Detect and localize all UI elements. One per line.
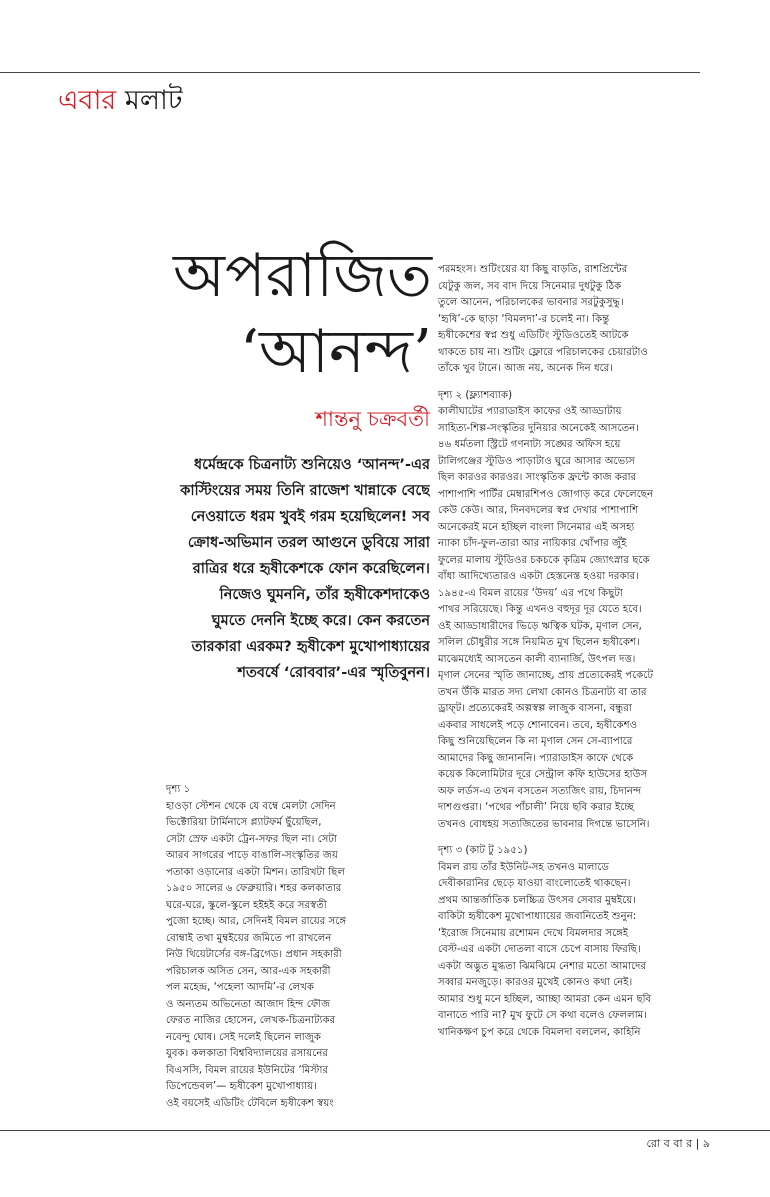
body-line: পাথর সরিয়েছে। কিন্তু এখনও বহুদূর দূর যেতে হবে।: [438, 604, 642, 615]
body-line: সব্বার মনজুড়ে। কারওর মুখেই কোনও কথা নেই।: [438, 977, 633, 988]
body-line: টালিগঞ্জের স্টুডিও পাড়াটাও ঘুরে আসার অভ্যেস: [438, 455, 635, 467]
article-title-line1: অপরাজিত: [173, 241, 432, 311]
intro-line: ধর্মেন্দ্রকে চিত্রনাট্য শুনিয়েও ‘আনন্দ’-এর: [193, 457, 430, 473]
body-line: ভিক্টোরিয়া টার্মিনাসে প্ল্যাটফর্ম ছুঁয়েছিল,: [166, 817, 322, 828]
body-line: একটা অদ্ভুত মুগ্ধতা ঝিমঝিমে নেশার মতো আমাদের: [438, 960, 647, 972]
body-line: অনেকেরই মনে হচ্ছিল বাংলা সিনেমার এই অসহ্য: [438, 521, 635, 533]
body-line: খানিকক্ষণ চুপ করে থেকে বিমলদা বললেন, কাহিনি: [438, 1026, 641, 1038]
article-title-line2: ‘আনন্দ’: [239, 317, 432, 387]
body-line: ১৯৪৫-এ বিমল রায়ের ‘উদয়’ এর পথে কিছুটা: [438, 587, 623, 599]
footer-separator: |: [695, 1137, 700, 1150]
scene3-heading: দৃশ্য ৩ (কাট টু ১৯৫১): [438, 845, 528, 856]
body-line: তুলে আনেন, পরিচালকের ভাবনার সরটুকুসুদ্ধু।: [438, 297, 624, 308]
section-label-rest: মলাট: [124, 85, 183, 116]
body-line: তাঁকে খুব টানে। আজ নয়, অনেক দিন ধরে।: [438, 363, 614, 374]
body-line: যুবক। কলকাতা বিশ্ববিদ্যালয়ের রসায়নের: [166, 1048, 329, 1059]
body-line: বাকিটা হৃষীকেশ মুখোপাধ্যায়ের জবানিতেই শুনুন:: [438, 911, 637, 922]
body-line: সাহিত্য-শিল্প-সংস্কৃতির দুনিয়ার অনেকেই আসতেন।: [438, 422, 639, 434]
body-line: পাশাপাশি পার্টির মেম্বারশিপও জোগাড় করে ফেলেছেন: [438, 488, 654, 500]
body-line: ফুলের মালায় স্টুডিওর চকচকে কৃত্রিম জ্যোৎস্নার ছকে: [438, 554, 650, 566]
body-line: পরমহংস। শুটিংয়ের যা কিছু বাড়তি, রাশপ্রিন্টের: [438, 264, 628, 275]
author-byline: শান্তনু চক্রবর্তী: [315, 407, 430, 431]
body-line: বোম্বাই তথা মুম্বইয়ের জমিতে পা রাখলেন: [166, 932, 332, 944]
body-line: কিছু শুনিয়েছিলেন কি না মৃণাল সেন সে-ব্যাপারে: [438, 736, 633, 747]
page-number: ৯: [702, 1137, 710, 1150]
body-line: ড্রাফ্‌ট। প্রত্যেকেরই অল্পস্বল্প লাজুক বাসনা, বন্ধুরা: [438, 703, 632, 714]
top-rule: [0, 72, 700, 73]
intro-line: কাস্টিংয়ের সময় তিনি রাজেশ খান্নাকে বেছে: [180, 483, 430, 499]
body-line: কয়েক কিলোমিটার দূরে সেন্ট্রাল কফি হাউসের হাউস: [438, 769, 648, 780]
body-line: ফেরত নাজির হোসেন, লেখক-চিত্রনাট্যকর: [166, 1015, 336, 1026]
body-line: ডিপেন্ডেবল’— হৃষীকেশ মুখোপাধ্যায়।: [166, 1081, 317, 1092]
body-line: ১৯৫০ সালের ৬ ফেব্রুয়ারি। শহর কলকাতার: [166, 883, 342, 894]
body-column-right: [438, 262, 702, 1041]
body-line: সেটা স্রেফ একটা ট্রেন-সফর ছিল না। সেটা: [166, 833, 337, 845]
intro-line: নেওয়াতে ধরম খুবই গরম হয়েছিলেন! সব: [190, 509, 430, 525]
body-line: পতাকা ওড়ানোর একটা মিশন। তারিখটা ছিল: [166, 866, 345, 878]
body-line: পরিচালক অসিত সেন, আর-এক সহকারী: [166, 965, 331, 977]
body-line: ৪৬ ধর্মতলা স্ট্রিটে গণনাট্য সঙ্ঘের অফিস হয়ে: [438, 439, 621, 450]
body-line: কেউ কেউ। আর, দিনবদলের স্বপ্ন দেখার পাশাপাশি: [438, 505, 639, 516]
body-line: নিউ থিয়েটার্সের বঙ্গ-ব্রিগেড। প্রধান সহকারী: [166, 949, 342, 960]
intro-line: রাত্রির ধরে হৃষীকেশকে ফোন করেছিলেন।: [192, 561, 430, 577]
section-label-accent: এবার: [58, 85, 117, 116]
body-line: মৃণাল সেনের স্মৃতি জানাচ্ছে, প্রায় প্রত্যেকেরই পকেটে: [438, 670, 654, 681]
body-line: দাশগুপ্তরা। ‘পথের পাঁচালী’ নিয়ে ছবি করার ইচ্ছে: [438, 802, 635, 813]
body-line: ঘরে-ঘরে, স্কুলে-স্কুলে হইহই করে সরস্বতী: [166, 899, 327, 911]
intro-line: শতবর্ষে ‘রোববার’-এর স্মৃতিবুনন।: [237, 665, 430, 681]
body-line: মাঝেমধ্যেই আসতেন কালী ব্যানার্জি, উৎপল দত্ত।: [438, 653, 636, 665]
body-column-left: [166, 782, 434, 1112]
body-line: ‘ইরোজ সিনেমায় রশোমন দেখে বিমলদার সঙ্গেই: [438, 927, 629, 939]
intro-line: ঘুমতে দেননি ইচ্ছে করে। কেন করতেন: [211, 613, 430, 629]
body-line: যেটুকু জল, সব বাদ দিয়ে সিনেমার দুধটুকু ঠিক: [438, 280, 622, 292]
section-label: [58, 84, 183, 118]
body-line: কালীঘাটের প্যারাডাইস কাফের ওই আড্ডাটায়: [438, 406, 622, 417]
paragraph-gap: [438, 378, 702, 388]
body-line: বিমল রায় তাঁর ইউনিট-সহ তখনও মালাডে: [438, 861, 609, 873]
body-line: ছিল কারওর কারওর। সাংস্কৃতিক ফ্রন্টে কাজ করার: [438, 472, 637, 483]
body-line: ‘হৃষি’-কে ছাড়া ‘বিমলদা’-র চলেই না। কিন্তু: [438, 313, 610, 325]
body-line: প্রথম আন্তর্জাতিক চলচ্চিত্র উৎসব সেবার মুম্বইয়ে।: [438, 894, 636, 906]
body-line: বেস্ট-এর একটা দোতলা বাসে চেপে বাসায় ফিরছি।: [438, 944, 641, 955]
scene1-heading: দৃশ্য ১: [166, 784, 191, 795]
body-line: একবার সাধলেই পড়ে শোনাবেন। তবে, হৃষীকেশও: [438, 719, 638, 731]
footer-magazine-name: রো ব বা র: [646, 1137, 693, 1150]
body-line: ও অন্যতম অভিনেতা আজাদ হিন্দ ফৌজ: [166, 998, 331, 1010]
body-line: আমার শুধু মনে হচ্ছিল, আচ্ছা আমরা কেন এমন ছবি: [438, 993, 652, 1005]
body-line: ওই বয়সেই এডিটিং টেবিলে হৃষীকেশ স্বয়ং: [166, 1097, 334, 1109]
body-line: সলিল চৌধুরীর সঙ্গে নিয়মিত মুখ ছিলেন হৃষীকেশ।: [438, 637, 640, 648]
body-line: আমাদের কিছু জানাননি। প্যারাডাইস কাফে থেকে: [438, 752, 634, 764]
paragraph-gap: [438, 833, 702, 843]
body-line: বানাতে পারি না? মুখ ফুটে সে কথা বলেও ফেললাম।: [438, 1010, 647, 1021]
body-line: হাওড়া স্টেশন থেকে যে বম্বে মেলটা সেদিন: [166, 800, 336, 812]
body-line: ওই আড্ডাধারীদের ভিড়ে ঋত্বিক ঘটক, মৃণাল সেন,: [438, 620, 642, 632]
body-line: নবেন্দু ঘোষ। সেই দলেই ছিলেন লাজুক: [166, 1031, 321, 1043]
body-line: পল মহেন্দ্র, ‘পহেলা আদমি’-র লেখক: [166, 982, 315, 993]
intro-line: ক্রোধ-অভিমান তরল আগুনে ডুবিয়ে সারা: [187, 535, 430, 551]
body-line: বাঁধা আদিখ্যেতারও একটা হেস্তনেস্ত হওয়া দরকার।: [438, 571, 639, 582]
intro-paragraph: [82, 452, 430, 686]
body-line: অফ লর্ডস-এ তখন বসতেন সত্যজিৎ রায়, চিদানন্দ: [438, 785, 642, 797]
page-footer: [560, 1136, 710, 1152]
body-line: হৃষীকেশের স্বপ্ন শুধু এডিটিং স্টুডিওতেই আটকে: [438, 330, 629, 341]
body-line: ন্যাকা চাঁদ-ফুল-তারা আর নায়িকার খোঁপার জুঁই: [438, 538, 627, 549]
intro-line: তারকারা এরকম? হৃষীকেশ মুখোপাধ্যায়ের: [191, 639, 430, 655]
body-line: থাকতে চায় না। শুটিং ফ্লোরে পরিচালকের চেয়ারটাও: [438, 346, 648, 358]
intro-line: নিজেও ঘুমননি, তাঁর হৃষীকেশদাকেও: [219, 587, 430, 603]
body-line: বিএসসি, বিমল রায়ের ইউনিটের ‘মিস্টার: [166, 1064, 329, 1076]
bottom-rule: [0, 1130, 770, 1131]
body-line: পুজো হচ্ছে। আর, সেদিনই বিমল রায়ের সঙ্গে: [166, 916, 347, 927]
body-line: দেবীকারানির ছেড়ে যাওয়া বাংলোতেই থাকছেন।: [438, 878, 631, 889]
body-line: তখন উঁকি মারত সদ্য লেখা কোনও চিত্রনাট্য বা তার: [438, 686, 647, 698]
body-line: আরব সাগরের পাড়ে বাঙালি-সংস্কৃতির জয়: [166, 850, 338, 861]
scene2-heading: দৃশ্য ২ (ফ্ল্যাশব্যাক): [438, 389, 513, 401]
body-line: তখনও বোধহয় সত্যজিতের ভাবনার দিগন্তে ভাসেনি।: [438, 818, 650, 830]
